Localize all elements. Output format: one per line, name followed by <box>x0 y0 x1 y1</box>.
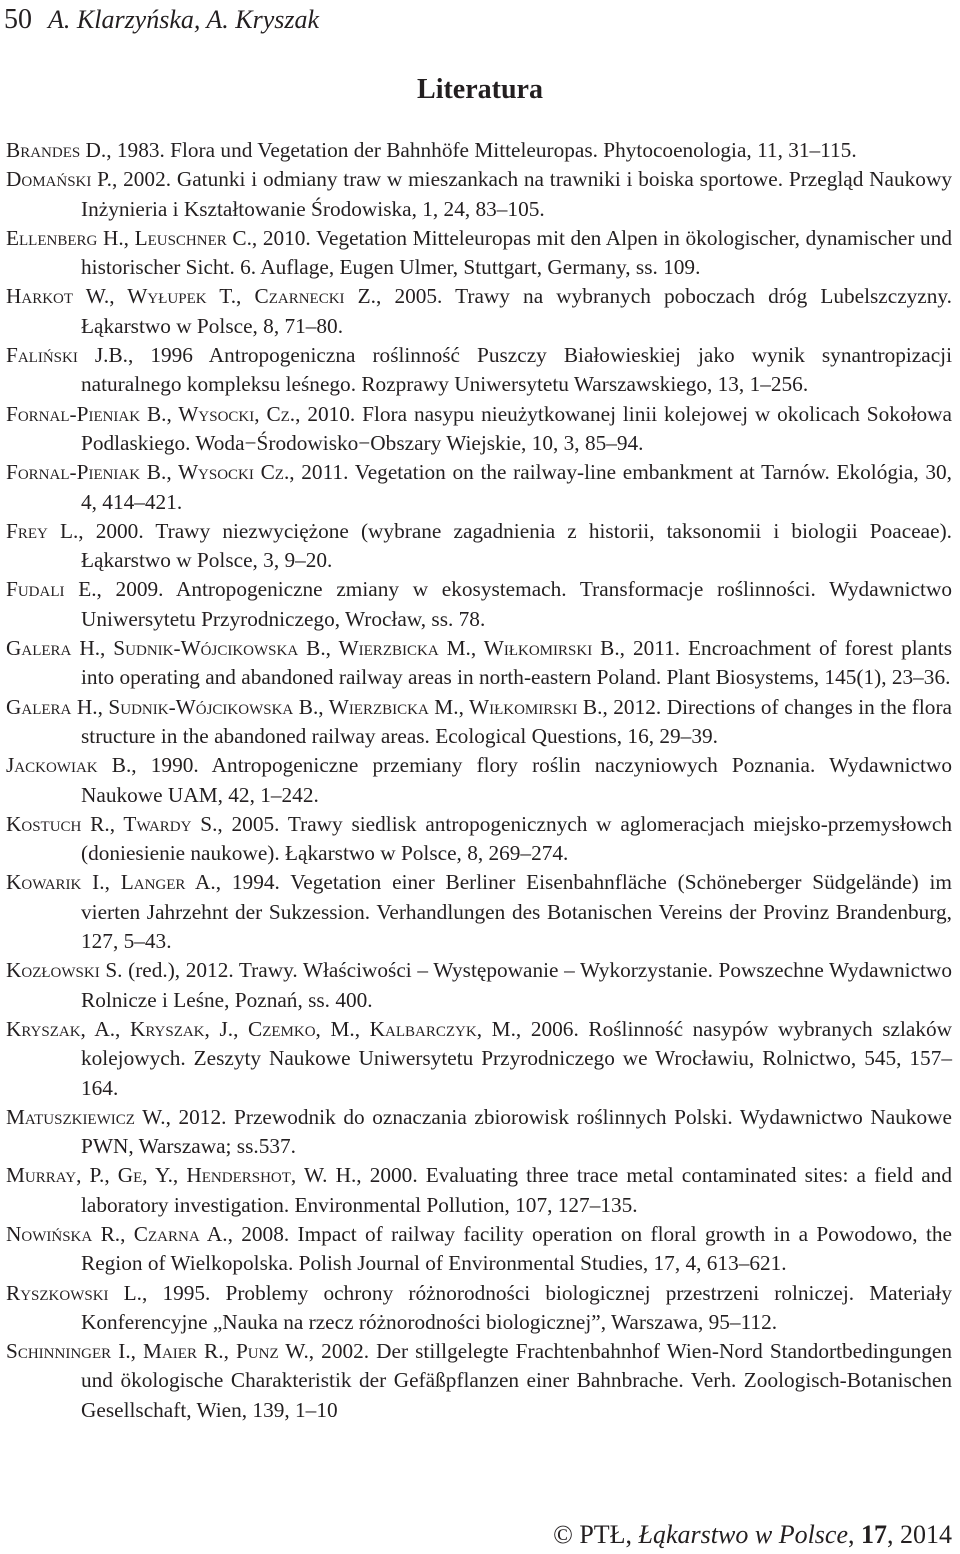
copyright-text: © PTŁ, <box>553 1520 639 1549</box>
reference-details: , 2006. Roślinność nasypów wybranych szlaków kolejowych. Zeszyty Naukowe Uniwersytetu Przyrodniczego we Wrocławiu, Rolnictwo, 545, 157–164. <box>81 1016 952 1100</box>
reference-authors: Ellenberg H., Leuschner C. <box>6 225 252 250</box>
running-head-authors: A. Klarzyńska, A. Kryszak <box>48 5 320 34</box>
reference-details: , 1994. Vegetation einer Berliner Eisenbahnfläche (Schöneberger Südgelände) im vierten Jahrzehnt der Sukzession. Verhandlungen des Botanischen Vereins der Provinz Brandenburg, 127, 5–43. <box>81 870 952 954</box>
reference-details: , 2002. Gatunki i odmiany traw w mieszankach na trawniki i boiska sportowe. Przegląd Naukowy Inżynieria i Kształtowanie Środowiska, 1, 24, 83–105. <box>81 167 952 221</box>
reference-authors: Jackowiak B. <box>6 753 132 778</box>
journal-name: Łąkarstwo w Polsce <box>638 1520 848 1549</box>
reference-authors: Fornal-Pieniak B., Wysocki, Cz. <box>6 401 296 426</box>
page-footer <box>553 1520 952 1550</box>
reference-details: , 2012. Directions of changes in the flora structure in the abandoned railway areas. Ecological Questions, 16, 29–39. <box>81 694 953 748</box>
reference-item <box>6 341 952 400</box>
reference-item <box>6 1103 952 1162</box>
reference-authors: Murray, P., Ge, Y., Hendershot, W. H. <box>6 1163 357 1188</box>
reference-authors: Frey L. <box>6 518 79 543</box>
reference-list <box>6 136 952 1425</box>
reference-item <box>6 136 952 165</box>
reference-item <box>6 1220 952 1279</box>
reference-details: (red.), 2012. Trawy. Właściwości – Występowanie – Wykorzystanie. Powszechne Wydawnictwo Rolnicze i Leśne, Poznań, ss. 400. <box>81 958 952 1012</box>
reference-details: , 1983. Flora und Vegetation der Bahnhöfe Mitteleuropas. Phytocoenologia, 11, 31–115. <box>106 138 857 162</box>
reference-authors: Ryszkowski L. <box>6 1280 142 1305</box>
reference-item <box>6 400 952 459</box>
page-number: 50 <box>4 4 32 35</box>
volume-number: 17 <box>861 1520 887 1549</box>
footer-separator: , <box>848 1520 861 1549</box>
reference-item <box>6 1161 952 1220</box>
reference-details: , 1995. Problemy ochrony różnorodności biologicznej przestrzeni rolniczej. Materiały Konferencyjne „Nauka na rzecz różnorodności biologicznej”, Warszawa, 95–112. <box>81 1280 952 1334</box>
reference-item <box>6 868 952 956</box>
reference-details: , 2002. Der stillgelegte Frachtenbahnhof Wien-Nord Standortbedingungen und ökologische Charakteristik der Gefäßpflanzen einer Bahnbrache. Verh. Zoologisch-Botanischen Gesellschaft, Wien, 139, 1–10 <box>81 1339 952 1422</box>
publication-year: , 2014 <box>887 1520 952 1549</box>
reference-details: , 2011. Encroachment of forest plants into operating and abandoned railway areas in north-eastern Poland. Plant Biosystems, 145(1), 23–36. <box>81 636 952 690</box>
reference-item <box>6 1015 952 1103</box>
reference-item <box>6 1279 952 1338</box>
reference-authors: Domański P. <box>6 167 112 192</box>
reference-authors: Schinninger I., Maier R., Punz W. <box>6 1339 309 1364</box>
reference-item <box>6 634 952 693</box>
reference-item <box>6 810 952 869</box>
reference-item <box>6 165 952 224</box>
reference-authors: Brandes D. <box>6 138 107 162</box>
reference-item <box>6 1337 952 1425</box>
reference-details: , 1996 Antropogeniczna roślinność Puszczy Białowieskiej jako wynik synantropizacji naturalnego kompleksu leśnego. Rozprawy Uniwersytetu Warszawskiego, 13, 1–256. <box>81 343 952 397</box>
reference-authors: Fornal-Pieniak B., Wysocki Cz. <box>6 460 290 485</box>
reference-item <box>6 751 952 810</box>
reference-details: , 2012. Przewodnik do oznaczania zbiorowisk roślinnych Polski. Wydawnictwo Naukowe PWN, Warszawa; ss.537. <box>81 1104 952 1159</box>
reference-authors: Fudali E. <box>6 577 97 602</box>
reference-details: , 2005. Trawy siedlisk antropogenicznych w aglomeracjach miejsko-przemysłowch (doniesienie naukowe). Łąkarstwo w Polsce, 8, 269–274. <box>81 811 952 866</box>
reference-details: , 2000. Trawy niezwyciężone (wybrane zagadnienia z historii, taksonomii i biologii Poaceae). Łąkarstwo w Polsce, 3, 9–20. <box>78 518 952 573</box>
reference-authors: Nowińska R., Czarna A. <box>6 1221 228 1246</box>
reference-authors: Faliński J.B. <box>6 343 128 368</box>
reference-details: , 2000. Evaluating three trace metal contaminated sites: a field and laboratory investigation. Environmental Pollution, 107, 127–135. <box>81 1163 952 1217</box>
reference-details: , 2011. Vegetation on the railway-line embankment at Tarnów. Ekológia, 30, 4, 414–421. <box>81 460 952 514</box>
reference-authors: Harkot W., Wyłupek T., Czarnecki Z. <box>6 284 376 309</box>
section-title: Literatura <box>417 74 543 105</box>
reference-item <box>6 224 952 283</box>
reference-details: , 2009. Antropogeniczne zmiany w ekosystemach. Transformacje roślinności. Wydawnictwo Uniwersytetu Przyrodniczego, Wrocław, ss. 78. <box>81 577 952 631</box>
reference-details: , 1990. Antropogeniczne przemiany flory roślin naczyniowych Poznania. Wydawnictwo Naukowe UAM, 42, 1–242. <box>81 753 952 807</box>
reference-item <box>6 517 952 576</box>
reference-details: , 2010. Flora nasypu nieużytkowanej linii kolejowej w okolicach Sokołowa Podlaskiego. Woda−Środowisko−Obszary Wiejskie, 10, 3, 85–94. <box>81 401 952 455</box>
reference-authors: Galera H., Sudnik-Wójcikowska B., Wierzbicka M., Wiłkomirski B. <box>6 694 603 719</box>
running-header <box>4 4 319 34</box>
reference-authors: Galera H., Sudnik-Wójcikowska B., Wierzbicka M., Wiłkomirski B. <box>6 636 620 661</box>
reference-details: , 2008. Impact of railway facility operation on floral growth in a Powodowo, the Region of Wielkopolska. Polish Journal of Environmental Studies, 17, 4, 613–621. <box>81 1221 952 1276</box>
reference-item <box>6 693 952 752</box>
reference-item <box>6 956 952 1015</box>
reference-details: , 2005. Trawy na wybranych poboczach dróg Lubelszczyzny. Łąkarstwo w Polsce, 8, 71–80. <box>81 284 952 338</box>
reference-authors: Matuszkiewicz W. <box>6 1104 166 1129</box>
reference-item <box>6 575 952 634</box>
reference-authors: Kostuch R., Twardy S. <box>6 811 218 836</box>
reference-details: , 2010. Vegetation Mitteleuropas mit den Alpen in ökologischer, dynamischer und historischer Sicht. 6. Auflage, Eugen Ulmer, Stuttgart, Germany, ss. 109. <box>81 225 952 280</box>
reference-authors: Kozłowski S. <box>6 958 123 983</box>
reference-authors: Kowarik I., Langer A. <box>6 870 216 895</box>
reference-authors: Kryszak, A., Kryszak, J., Czemko, M., Kalbarczyk, M. <box>6 1016 516 1041</box>
reference-item <box>6 282 952 341</box>
reference-item <box>6 458 952 517</box>
